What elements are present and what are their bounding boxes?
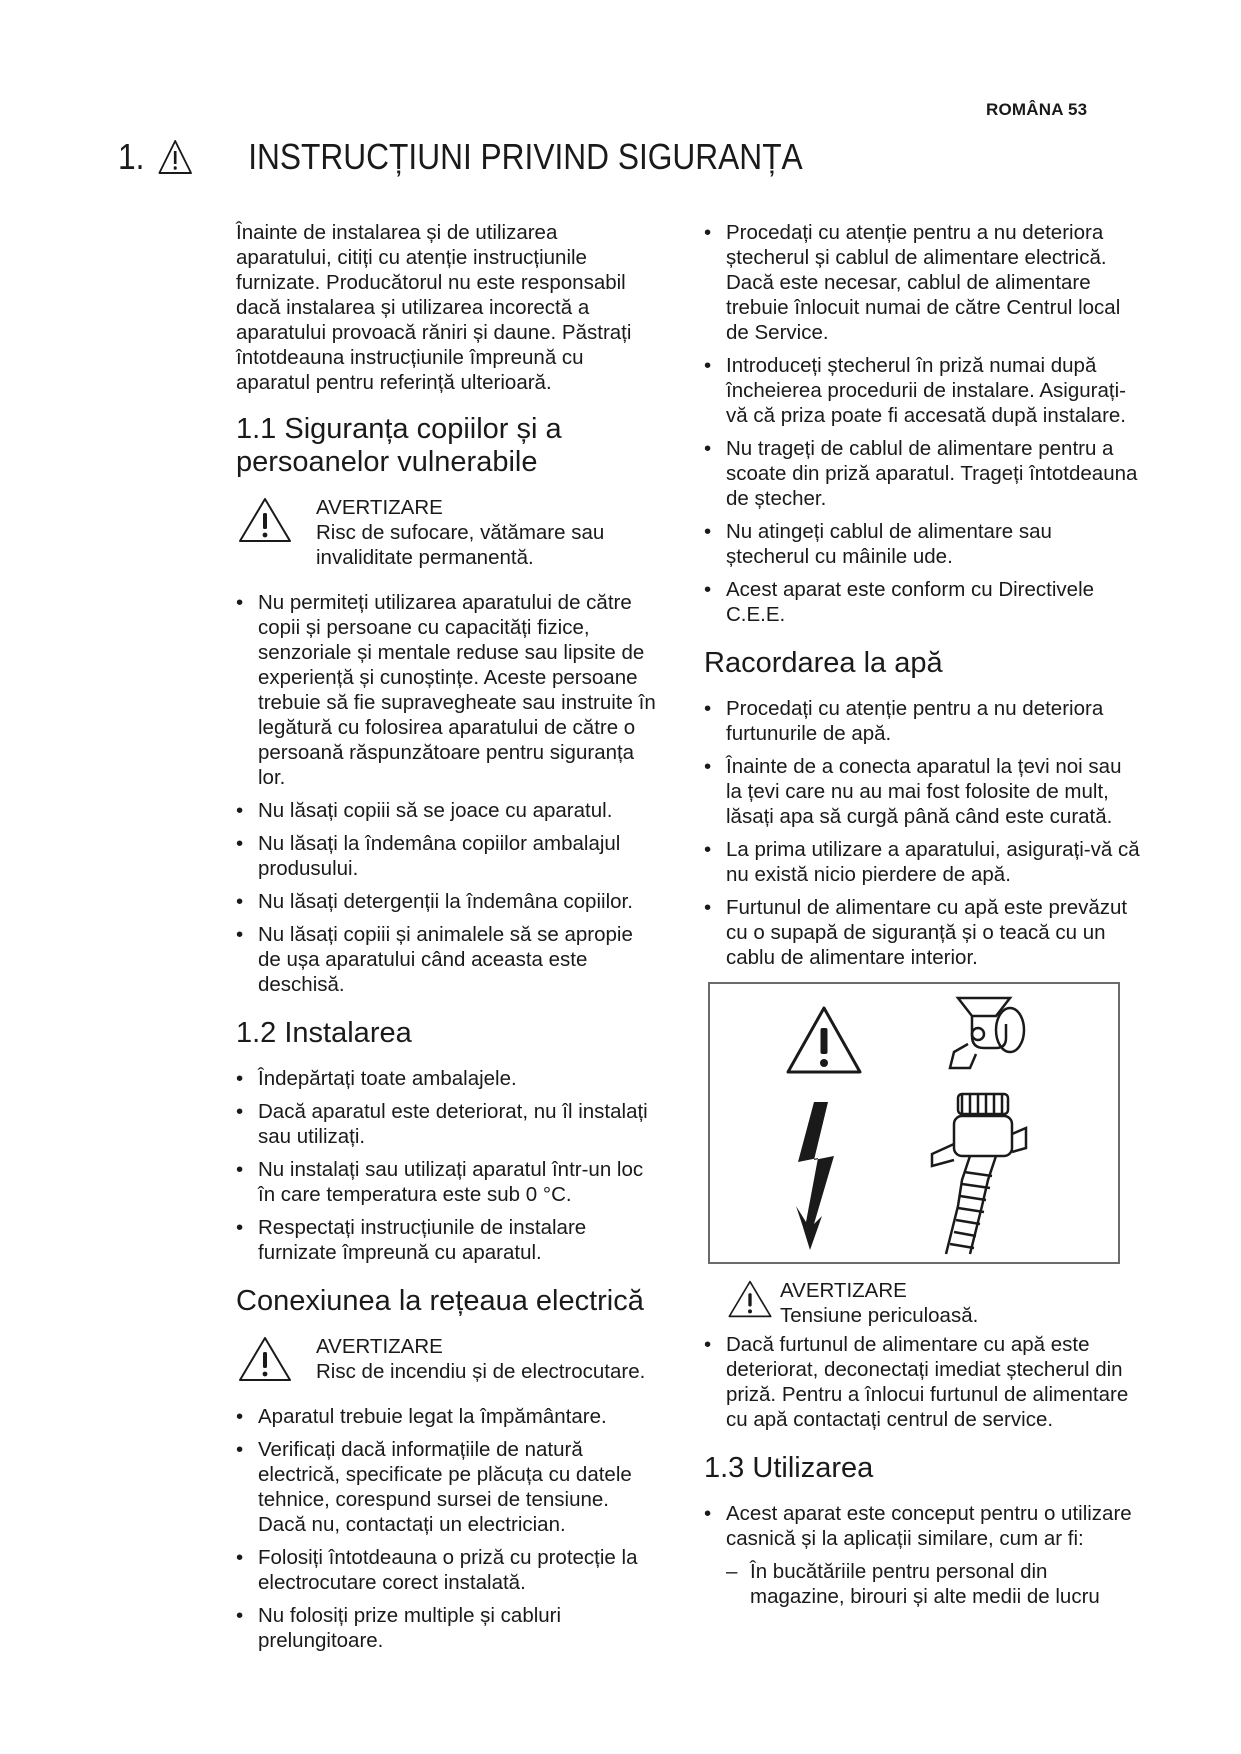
list-item: • Nu lăsați copiii și animalele să se apropie de ușa aparatului când aceasta este deschisă. — [236, 922, 656, 997]
list-item: • Dacă furtunul de alimentare cu apă este deteriorat, deconectați imediat ștecherul din priză. Pentru a înlocui furtunul de alimentare cu apă contactați centrul de service. — [704, 1332, 1140, 1432]
warning-text: Risc de incendiu și de electrocutare. — [316, 1360, 646, 1383]
list-item: • Folosiți întotdeauna o priză cu protecție la electrocutare corect instalată. — [236, 1545, 656, 1595]
list-item: • Nu lăsați detergenții la îndemâna copiilor. — [236, 889, 656, 914]
warning-icon — [236, 1334, 294, 1384]
bullet-list — [236, 590, 656, 997]
right-column — [704, 220, 1140, 1619]
list-item: • Acest aparat este conform cu Directivele C.E.E. — [704, 577, 1140, 627]
list-item: • Procedați cu atenție pentru a nu deteriora ștecherul și cablul de alimentare electrică. Dacă este necesar, cablul de alimentare trebuie înlocuit numai de către Centrul local de Service. — [704, 220, 1140, 345]
section-heading-1-2: 1.2 Instalarea — [236, 1017, 412, 1049]
hose-safety-figure — [708, 982, 1120, 1264]
warning-icon — [726, 1278, 774, 1320]
list-item: • Nu permiteți utilizarea aparatului de către copii și persoane cu capacități fizice, senzoriale și mentale reduse sau lipsite de experiență și cunoștințe. Aceste persoane trebuie să fie supravegheate sau instruite în legătură cu folosirea aparatului de către o persoană răspunzătoare pentru siguranța lor. — [236, 590, 656, 790]
list-item: • La prima utilizare a aparatului, asigurați-vă că nu există nicio pierdere de apă. — [704, 837, 1140, 887]
bullet-list — [236, 1066, 656, 1265]
list-item: • Nu lăsați copiii să se joace cu aparatul. — [236, 798, 656, 823]
warning-text: Tensiune periculoasă. — [780, 1304, 979, 1327]
list-item: • Nu instalați sau utilizați aparatul într-un loc în care temperatura este sub 0 °C. — [236, 1157, 656, 1207]
list-item: • Îndepărtați toate ambalajele. — [236, 1066, 656, 1091]
list-item: • Respectați instrucțiunile de instalare furnizate împreună cu aparatul. — [236, 1215, 656, 1265]
section-heading-water: Racordarea la apă — [704, 647, 943, 679]
chapter-number: 1. — [118, 136, 145, 177]
list-item: • Furtunul de alimentare cu apă este prevăzut cu o supapă de siguranță și o teacă cu un cablu de alimentare interior. — [704, 895, 1140, 970]
lightning-bolt-icon — [796, 1102, 834, 1250]
water-tap-icon — [950, 998, 1024, 1068]
bullet-list — [704, 1332, 1140, 1432]
list-item: • Procedați cu atenție pentru a nu deteriora furtunurile de apă. — [704, 696, 1140, 746]
list-item: • Verificați dacă informațiile de natură electrică, specificate pe plăcuța cu datele tehnice, corespund sursei de tensiune. Dacă nu, contactați un electrician. — [236, 1437, 656, 1537]
page-label: ROMÂNA 53 — [986, 100, 1088, 119]
warning-block — [704, 1278, 1140, 1328]
bullet-list — [236, 1404, 656, 1653]
list-item: • Aparatul trebuie legat la împământare. — [236, 1404, 656, 1429]
section-heading-1-1: 1.1 Siguranța copiilor și a persoanelor vulnerabile — [236, 413, 562, 478]
hose-valve-icon — [932, 1094, 1026, 1254]
warning-triangle-icon — [157, 138, 194, 176]
list-item: • Nu folosiți prize multiple și cabluri prelungitoare. — [236, 1603, 656, 1653]
warning-block — [236, 1334, 656, 1384]
chapter-title — [118, 136, 803, 178]
chapter-heading: INSTRUCȚIUNI PRIVIND SIGURANȚA — [248, 136, 803, 177]
list-item: • Acest aparat este conceput pentru o utilizare casnică și la aplicații similare, cum ar fi: — [704, 1501, 1140, 1551]
sub-list-item: – În bucătăriile pentru personal din magazine, birouri și alte medii de lucru — [704, 1559, 1140, 1609]
list-item: • Nu trageți de cablul de alimentare pentru a scoate din priză aparatul. Trageți întotdeauna de ștecher. — [704, 436, 1140, 511]
list-item: • Introduceți ștecherul în priză numai după încheierea procedurii de instalare. Asigurați-vă că priza poate fi accesată după instalare. — [704, 353, 1140, 428]
left-column — [236, 220, 656, 1663]
warning-title: AVERTIZARE — [316, 1335, 443, 1358]
list-item: • Dacă aparatul este deteriorat, nu îl instalați sau utilizați. — [236, 1099, 656, 1149]
warning-icon — [236, 495, 294, 545]
figure-warning-icon — [788, 1008, 860, 1072]
water-hose-illustration — [710, 984, 1118, 1262]
bullet-list — [704, 220, 1140, 627]
list-item: • Înainte de a conecta aparatul la țevi noi sau la țevi care nu au mai fost folosite de mult, lăsați apa să curgă până când este curată. — [704, 754, 1140, 829]
bullet-list — [704, 696, 1140, 970]
warning-title: AVERTIZARE — [316, 496, 443, 519]
list-item: • Nu lăsați la îndemâna copiilor ambalajul produsului. — [236, 831, 656, 881]
list-item: • Nu atingeți cablul de alimentare sau ștecherul cu mâinile ude. — [704, 519, 1140, 569]
warning-block — [236, 495, 656, 570]
section-heading-electric: Conexiunea la rețeaua electrică — [236, 1285, 644, 1317]
section-heading-1-3: 1.3 Utilizarea — [704, 1452, 874, 1484]
intro-paragraph: Înainte de instalarea și de utilizarea aparatului, citiți cu atenție instrucțiunile furnizate. Producătorul nu este responsabil dacă instalarea și utilizarea incorectă a aparatului provoacă răniri și daune. Păstrați întotdeauna instrucțiunile împreună cu aparatul pentru referință ulterioară. — [236, 221, 632, 394]
warning-text: Risc de sufocare, vătămare sau invaliditate permanentă. — [316, 521, 605, 569]
bullet-list — [704, 1501, 1140, 1609]
warning-title: AVERTIZARE — [780, 1279, 907, 1302]
